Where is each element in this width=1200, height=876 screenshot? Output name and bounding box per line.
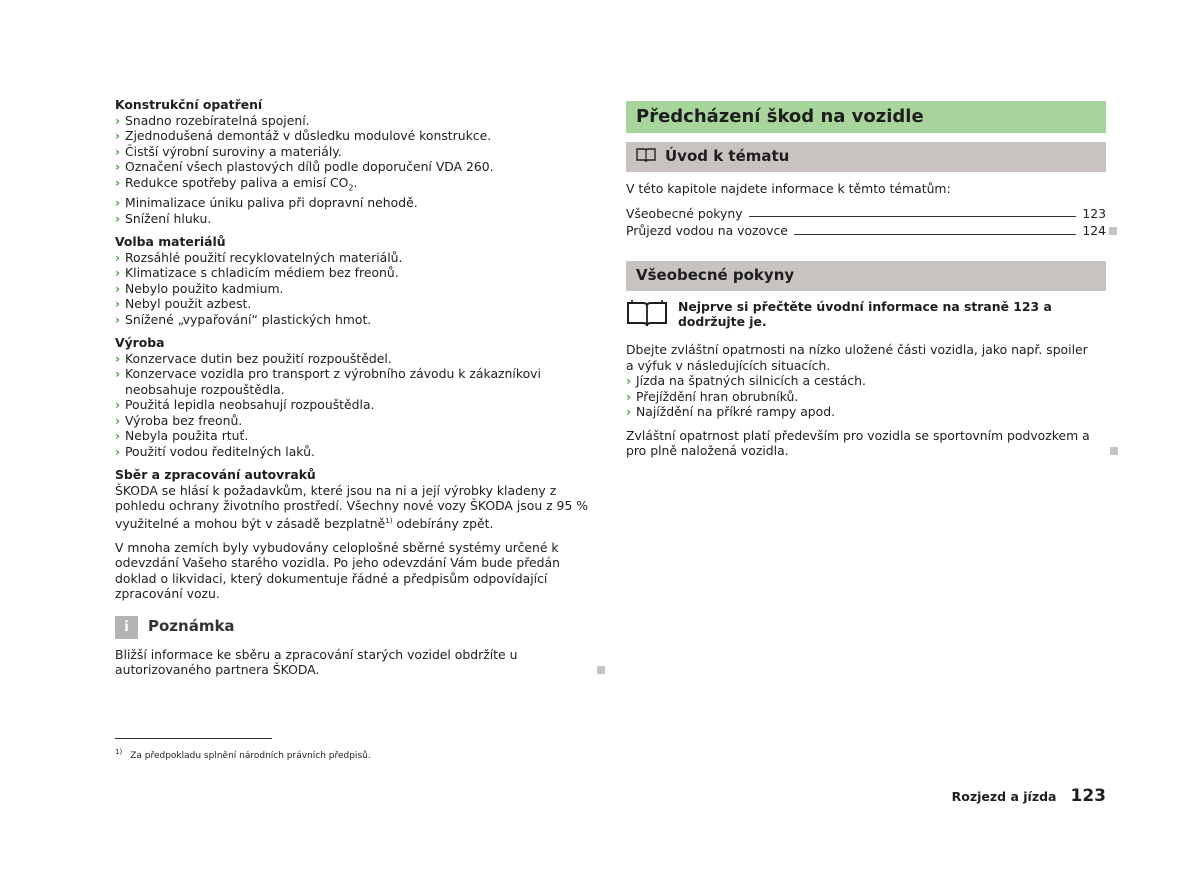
info-icon: i	[115, 616, 138, 639]
list-item: › Označení všech plastových dílů podle doporučení VDA 260.	[115, 159, 494, 174]
page-number: 123	[1070, 786, 1106, 806]
page-footer	[952, 786, 1106, 806]
list-item: › Redukce spotřeby paliva a emisí $CO_2$.	[115, 174, 358, 192]
list-item: › Rozsáhlé použití recyklovatelných materiálů.	[115, 249, 403, 265]
general-paragraph-2-wrap	[626, 428, 1096, 459]
chevron-right-icon: ›	[115, 143, 121, 159]
section-title: Výroba	[115, 335, 165, 351]
list-item: › Nebyl použit azbest.	[115, 296, 252, 312]
chevron-right-icon: ›	[115, 128, 121, 143]
intro-text: V této kapitole najdete informace k těmto tématům:	[626, 181, 951, 196]
chevron-right-icon: ›	[115, 195, 121, 211]
list-item: › Nebyla použita rtuť.	[115, 428, 249, 444]
list-item: › Minimalizace úniku paliva při dopravní nehodě.	[115, 195, 418, 211]
end-of-section-marker	[597, 666, 605, 674]
list-item: › Konzervace vozidla pro transport z výrobního závodu k zákazníkovi neobsahuje rozpouštědla.	[115, 366, 541, 397]
footnote-ref: 1)	[385, 516, 393, 525]
list-item: › Čistší výrobní suroviny a materiály.	[115, 143, 342, 159]
list-item: › Nebylo použito kadmium.	[115, 280, 284, 296]
recycling-paragraph-2: V mnoha zemích byly vybudovány celoplošné sběrné systémy určené k odevzdání Vašeho starého vozidla. Po jeho odevzdání Vám bude předán doklad o likvidaci, který dokumentuje řádné a předpisům odpovídající zpracování vozu.	[115, 539, 560, 602]
chevron-right-icon: ›	[115, 249, 121, 265]
chevron-right-icon: ›	[115, 210, 121, 226]
list-item: › Použití vodou ředitelných laků.	[115, 443, 315, 459]
general-paragraph-2: Zvláštní opatrnost platí především pro vozidla se sportovním podvozkem a pro plně naložená vozidla.	[626, 427, 1090, 458]
intro-title: Úvod k tématu	[665, 147, 790, 166]
recycling-section	[115, 467, 593, 601]
footnote-divider	[115, 738, 272, 739]
chapter-name: Rozjezd a jízda	[951, 789, 1057, 804]
note-box	[115, 616, 593, 678]
toc-row[interactable]	[626, 223, 1106, 239]
chevron-right-icon: ›	[626, 404, 632, 419]
footnote-text: Za předpokladu splnění národních právních předpisů.	[130, 751, 371, 761]
list-item: › Klimatizace s chladicím médiem bez freonů.	[115, 265, 399, 281]
note-body	[115, 647, 593, 678]
chevron-right-icon: ›	[115, 265, 121, 281]
chevron-right-icon: ›	[115, 428, 121, 444]
book-icon	[626, 299, 668, 331]
book-icon	[636, 147, 656, 167]
warning-box	[626, 299, 1106, 331]
end-of-section-marker	[1110, 447, 1118, 455]
list-item: › Najíždění na příkré rampy apod.	[626, 404, 836, 419]
list-item: › Konzervace dutin bez použití rozpouštědel.	[115, 350, 392, 366]
list-item: › Jízda na špatných silnicích a cestách.	[626, 373, 866, 388]
footnote-mark: 1)	[115, 748, 123, 756]
list-item: › Použitá lepidla neobsahují rozpouštědla.	[115, 397, 375, 413]
toc-leader	[749, 216, 1077, 217]
general-heading: Všeobecné pokyny	[626, 261, 1106, 291]
footnote	[115, 748, 371, 761]
toc	[626, 206, 1106, 239]
toc-row[interactable]	[626, 206, 1106, 222]
warning-text: Nejprve si přečtěte úvodní informace na straně 123 a dodržujte je.	[678, 298, 1052, 329]
section-title: Konstrukční opatření	[115, 97, 263, 112]
intro-heading	[626, 142, 1106, 172]
chevron-right-icon: ›	[115, 311, 121, 327]
right-column	[626, 99, 1106, 459]
materials-list	[115, 250, 593, 328]
chevron-right-icon: ›	[115, 397, 121, 413]
chevron-right-icon: ›	[626, 373, 632, 388]
chapter-heading: Předcházení škod na vozidle	[626, 101, 1106, 133]
chevron-right-icon: ›	[115, 174, 121, 190]
list-item: › Snížení hluku.	[115, 210, 212, 226]
note-title: Poznámka	[148, 617, 235, 636]
end-of-section-marker	[1109, 227, 1117, 235]
materials-section	[115, 234, 593, 327]
construction-section	[115, 97, 593, 226]
toc-page: 124	[1082, 223, 1106, 238]
chevron-right-icon: ›	[115, 296, 121, 312]
production-list	[115, 351, 593, 460]
recycling-paragraph: ŠKODA se hlásí k požadavkům, které jsou na ni a její výrobky kladeny z pohledu ochrany životního prostředí. Všechny nové vozy ŠKODA jsou z 95 % využitelné a mohou být v zásadě bezplatně$^{1)}$ odebírány zpět.	[115, 482, 589, 532]
list-item: › Zjednodušená demontáž v důsledku modulové konstrukce.	[115, 128, 492, 143]
chevron-right-icon: ›	[115, 280, 121, 296]
chevron-right-icon: ›	[115, 366, 121, 382]
toc-label: Průjezd vodou na vozovce	[626, 223, 788, 238]
situations-list	[626, 373, 1106, 420]
note-header	[115, 616, 593, 639]
left-column	[115, 97, 593, 678]
toc-leader	[794, 234, 1076, 235]
note-text: Bližší informace ke sběru a zpracování starých vozidel obdržíte u autorizovaného partnera ŠKODA.	[115, 646, 518, 678]
toc-page: 123	[1082, 205, 1106, 221]
chevron-right-icon: ›	[115, 159, 121, 174]
list-item: › Snadno rozebíratelná spojení.	[115, 112, 310, 128]
section-title: Volba materiálů	[115, 234, 226, 250]
general-paragraph: Dbejte zvláštní opatrnosti na nízko uložené části vozidla, jako např. spoiler a výfuk v následujících situacích.	[626, 342, 1088, 373]
section-title: Sběr a zpracování autovraků	[115, 467, 316, 483]
chevron-right-icon: ›	[115, 350, 121, 366]
list-item: › Výroba bez freonů.	[115, 412, 243, 428]
chevron-right-icon: ›	[115, 112, 121, 128]
chevron-right-icon: ›	[626, 388, 632, 404]
construction-list	[115, 113, 593, 227]
chevron-right-icon: ›	[115, 443, 121, 459]
toc-label: Všeobecné pokyny	[626, 205, 743, 221]
production-section	[115, 335, 593, 459]
list-item: › Přejíždění hran obrubníků.	[626, 388, 799, 404]
chevron-right-icon: ›	[115, 412, 121, 428]
list-item: › Snížené „vypařování“ plastických hmot.	[115, 311, 372, 327]
